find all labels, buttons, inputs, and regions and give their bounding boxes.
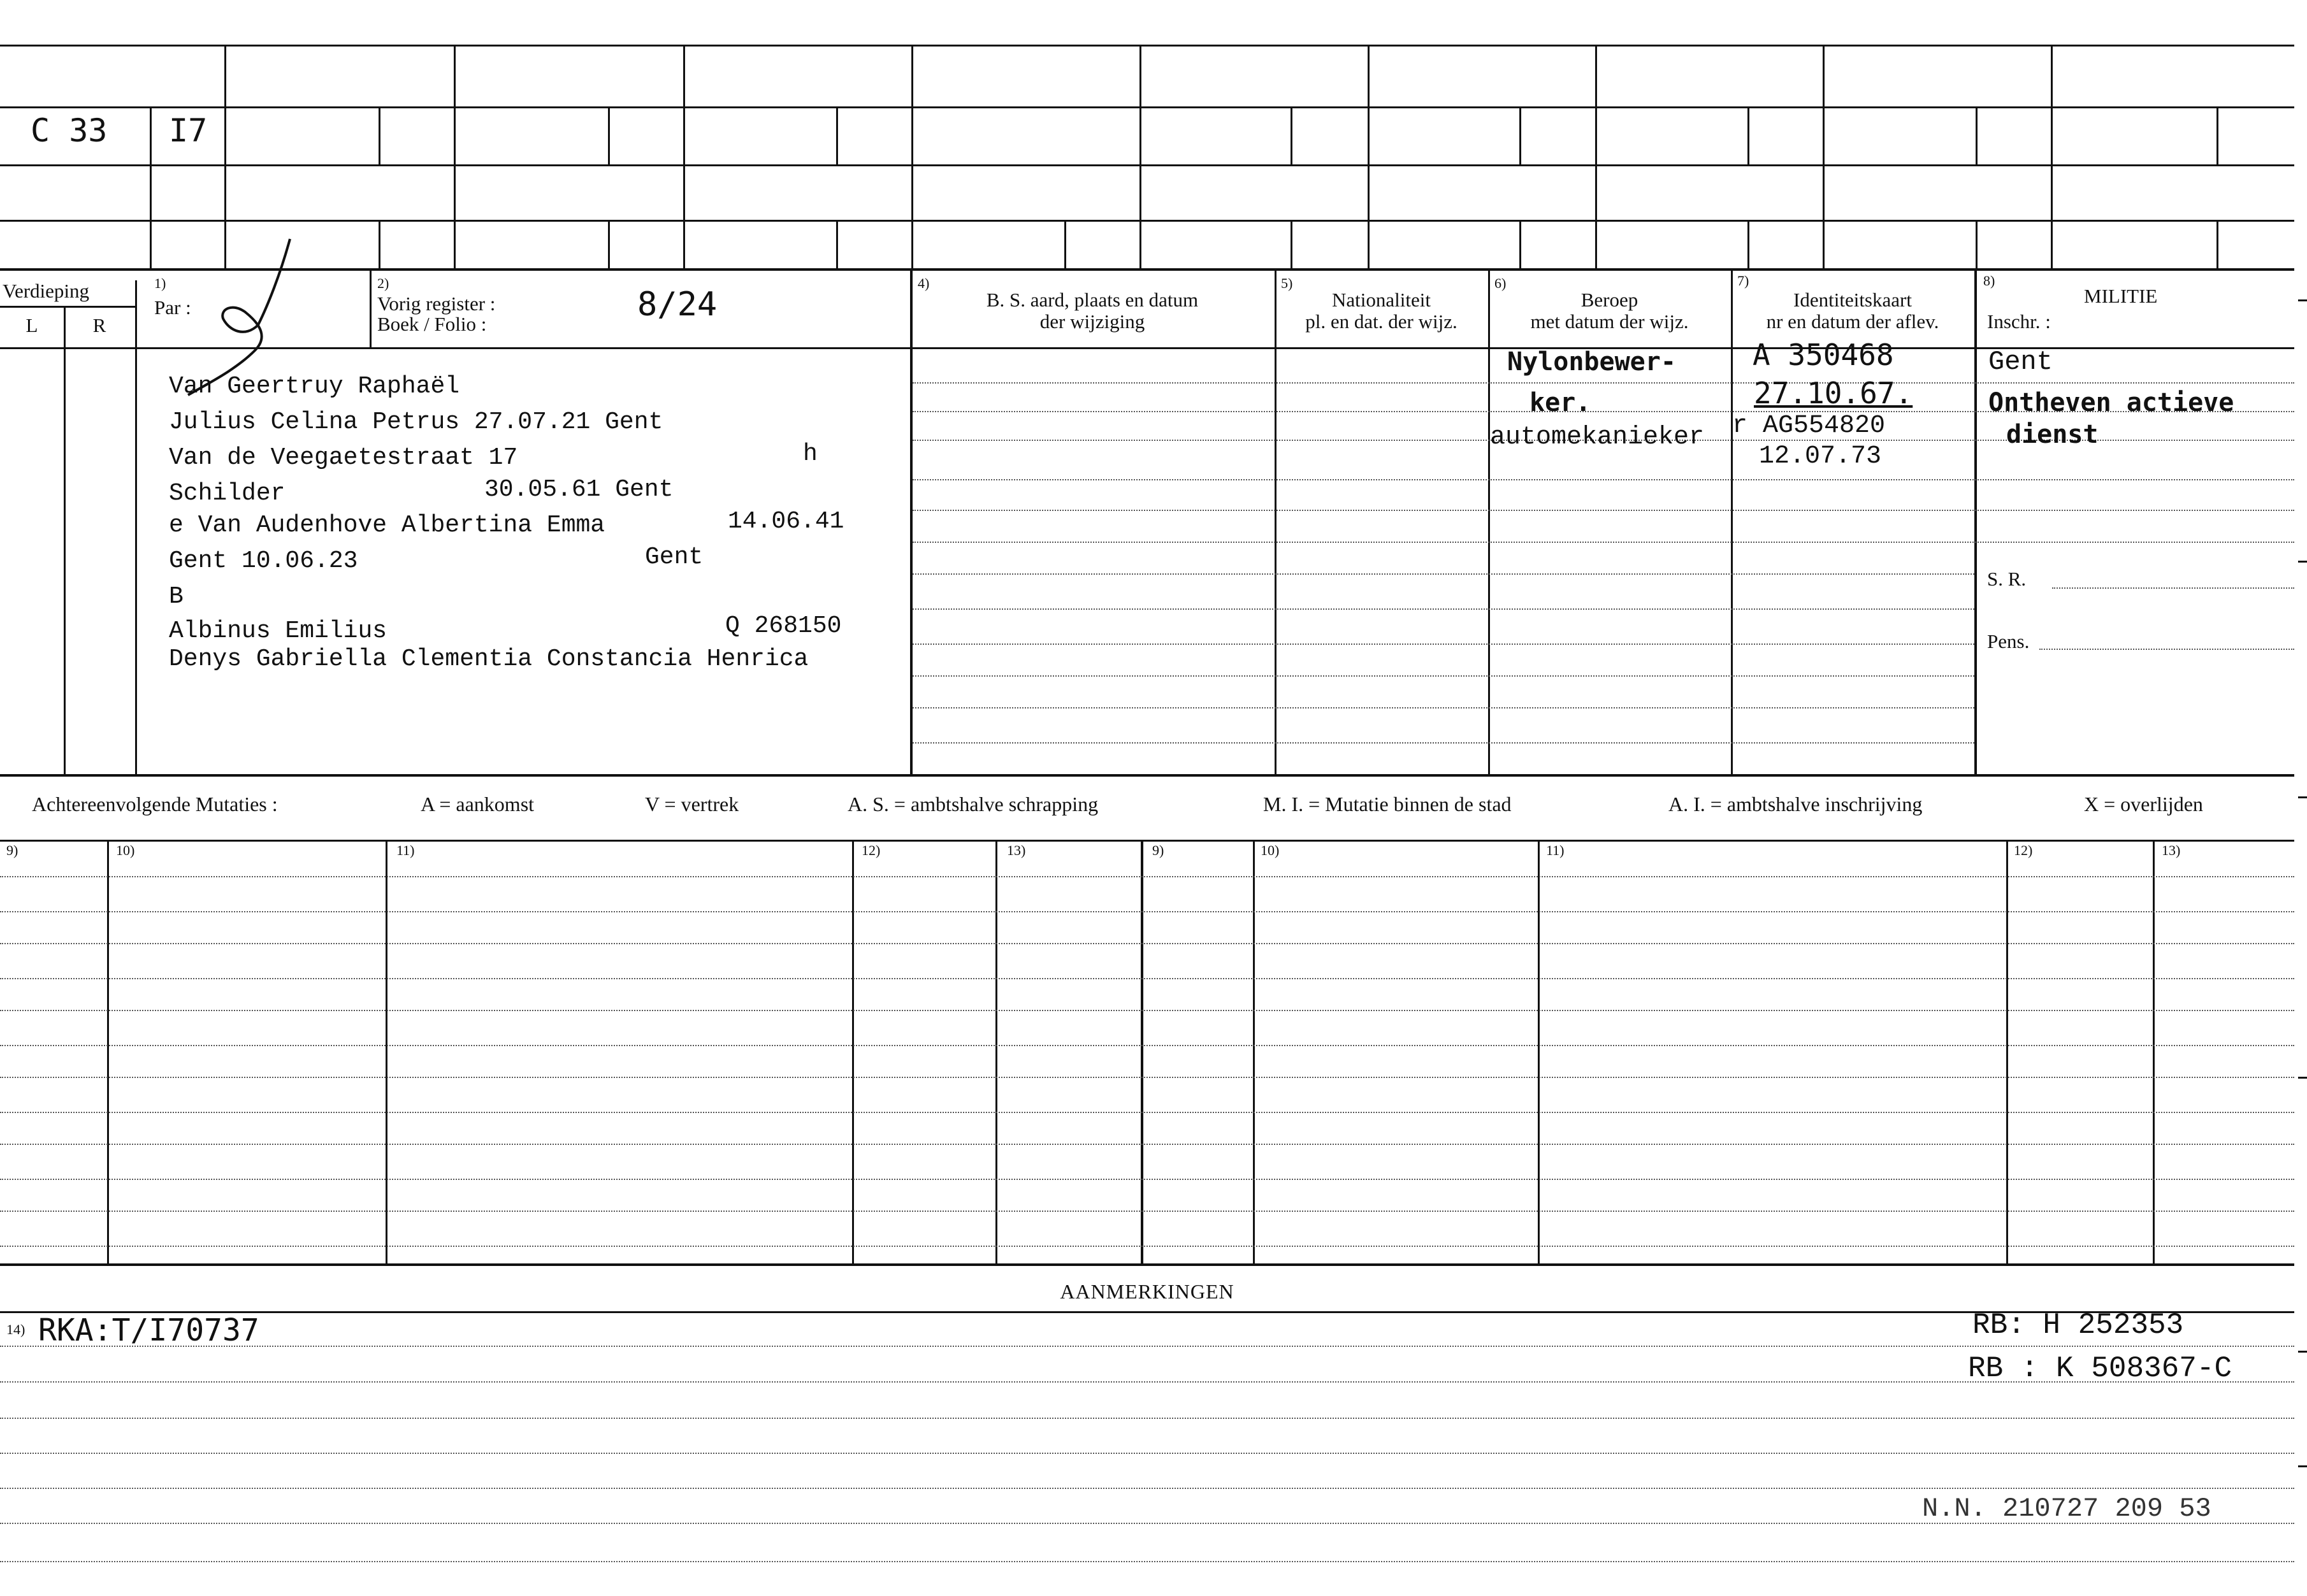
top-grid-line	[0, 220, 2294, 222]
ruled-line	[913, 510, 2294, 511]
grid-vline-short	[1976, 106, 1978, 164]
pens-label: Pens.	[1987, 630, 2030, 652]
person-line-6: Gent 10.06.23	[169, 547, 358, 575]
grid-vline-short	[1976, 220, 1978, 268]
mut-ruled-line	[0, 943, 2294, 944]
vline-bs	[910, 268, 913, 774]
mut-ruled-line	[0, 911, 2294, 912]
bs-number: 4)	[918, 275, 930, 291]
remark-line	[0, 1346, 2294, 1347]
ruled-line	[913, 643, 1974, 645]
person-line-1: Van Geertruy Raphaël	[169, 373, 460, 400]
mut-ruled-line	[0, 1077, 2294, 1078]
nat-number: 5)	[1281, 275, 1293, 291]
ruled-line	[913, 675, 1974, 677]
beroep-sublabel: met datum der wijz.	[1530, 310, 1689, 333]
grid-vline-short	[2217, 220, 2218, 268]
top-grid-line	[0, 106, 2294, 108]
mutation-x: X = overlijden	[2084, 793, 2203, 816]
person-date-2: 14.06.41	[728, 508, 844, 535]
grid-vline-short	[1519, 220, 1521, 268]
grid-vline-short	[1291, 220, 1292, 268]
mutation-table-bottom	[0, 1263, 2294, 1266]
remark-line	[0, 1418, 2294, 1419]
aanmerkingen-title: AANMERKINGEN	[1060, 1280, 1234, 1303]
mutation-mi: M. I. = Mutatie binnen de stad	[1263, 793, 1512, 816]
grid-vline	[1595, 45, 1597, 268]
ruled-line	[913, 479, 2294, 480]
edge-tick	[2298, 561, 2307, 563]
vorig-number: 2)	[377, 275, 389, 291]
remark-line	[0, 1561, 2294, 1562]
grid-vline-short	[836, 106, 838, 164]
verdieping-split	[0, 306, 135, 308]
beroep-value-2: ker.	[1530, 388, 1591, 417]
top-grid-line	[0, 164, 2294, 166]
person-line-9: Denys Gabriella Clementia Constancia Henrica	[169, 645, 809, 673]
mut-ruled-line	[0, 1246, 2294, 1247]
vorig-label: Vorig register :	[377, 292, 496, 315]
mut-col-12b: 12)	[2014, 842, 2033, 858]
nat-sublabel: pl. en dat. der wijz.	[1305, 310, 1457, 333]
militie-value-3: dienst	[2006, 420, 2099, 449]
grid-vline-short	[1747, 220, 1749, 268]
mut-col-9: 9)	[6, 842, 18, 858]
vline-militie	[1974, 268, 1977, 774]
bs-sublabel: der wijziging	[1039, 310, 1145, 333]
ruled-line	[913, 382, 2294, 384]
beroep-number: 6)	[1494, 275, 1507, 291]
inschr-label: Inschr. :	[1987, 310, 2051, 333]
mut-col-11b: 11)	[1546, 842, 1565, 858]
grid-vline	[1139, 45, 1141, 268]
militie-label: MILITIE	[2084, 285, 2158, 307]
mut-col-10: 10)	[116, 842, 135, 858]
rb-1: RB: H 252353	[1972, 1309, 2184, 1342]
beroep-value-1: Nylonbewer-	[1507, 347, 1676, 377]
header-top-border	[0, 268, 2294, 271]
mut-vline	[2006, 840, 2008, 1263]
sr-label: S. R.	[1987, 568, 2027, 590]
vline-par	[135, 280, 137, 774]
ruled-line	[913, 707, 1974, 708]
grid-vline-short	[1519, 106, 1521, 164]
mut-vline	[852, 840, 854, 1263]
sr-line	[2052, 587, 2294, 589]
ruled-line	[913, 542, 2294, 543]
mut-col-13: 13)	[1007, 842, 1026, 858]
nat-label: Nationaliteit	[1332, 289, 1431, 311]
ident-label: Identiteitskaart	[1793, 289, 1912, 311]
bs-label: B. S. aard, plaats en datum	[986, 289, 1199, 311]
edge-tick	[2298, 796, 2307, 798]
par-number: 1)	[154, 275, 166, 291]
militie-value-2: Ontheven actieve	[1988, 388, 2234, 417]
mutation-table-top	[0, 840, 2294, 842]
mut-vline	[107, 840, 109, 1263]
mutation-a: A = aankomst	[421, 793, 535, 816]
grid-vline	[224, 45, 226, 268]
grid-vline-short	[379, 106, 380, 164]
grid-vline	[454, 45, 456, 268]
person-q-number: Q 268150	[725, 612, 842, 640]
militie-value-1: Gent	[1988, 347, 2053, 377]
person-h: h	[803, 440, 818, 468]
ident-value-2: 27.10.67.	[1754, 376, 1913, 410]
rb-2: RB : K 508367-C	[1968, 1352, 2232, 1385]
mut-col-12: 12)	[862, 842, 881, 858]
grid-vline-short	[1747, 106, 1749, 164]
person-line-8: Albinus Emilius	[169, 617, 387, 645]
person-line-7: B	[169, 583, 184, 610]
mut-vline-center	[1141, 840, 1143, 1263]
mut-ruled-line	[0, 1179, 2294, 1180]
mut-col-10b: 10)	[1261, 842, 1280, 858]
mutation-v: V = vertrek	[645, 793, 739, 816]
mutation-ai: A. I. = ambtshalve inschrijving	[1668, 793, 1923, 816]
header-bottom-border	[0, 347, 2294, 349]
mut-ruled-line	[0, 1045, 2294, 1046]
grid-vline-short	[1064, 220, 1066, 268]
person-line-5: e Van Audenhove Albertina Emma	[169, 512, 605, 539]
grid-vline	[683, 45, 685, 268]
ident-number: 7)	[1737, 273, 1749, 289]
top-border	[0, 45, 2294, 47]
grid-vline	[911, 45, 913, 268]
mut-vline	[1253, 840, 1255, 1263]
edge-tick	[2298, 1077, 2307, 1079]
grid-vline-short	[1291, 106, 1292, 164]
grid-vline	[1368, 45, 1370, 268]
block-code: C 33	[31, 112, 108, 149]
mut-vline	[2153, 840, 2155, 1263]
grid-vline-short	[2217, 106, 2218, 164]
remark-line	[0, 1488, 2294, 1489]
mut-vline	[1538, 840, 1540, 1263]
ident-sublabel: nr en datum der aflev.	[1766, 310, 1939, 333]
lr-divider	[64, 306, 66, 774]
vline-beroep	[1488, 268, 1490, 774]
number-code: I7	[169, 112, 208, 149]
ruled-line	[913, 573, 1974, 575]
remark-line	[0, 1523, 2294, 1524]
grid-vline-short	[608, 220, 610, 268]
edge-tick	[2298, 299, 2307, 301]
mut-ruled-line	[0, 1144, 2294, 1145]
person-gent: Gent	[645, 543, 704, 571]
right-label: R	[92, 314, 106, 336]
mutations-title: Achtereenvolgende Mutaties :	[32, 793, 278, 816]
grid-vline	[1823, 45, 1825, 268]
grid-vline-short	[608, 106, 610, 164]
mut-ruled-line	[0, 1112, 2294, 1113]
left-label: L	[25, 314, 38, 336]
grid-vline	[2051, 45, 2053, 268]
ruled-line	[913, 742, 1974, 744]
national-number: N.N. 210727 209 53	[1922, 1493, 2211, 1524]
ruled-line	[913, 608, 1974, 610]
militie-number: 8)	[1983, 273, 1995, 289]
remark-line	[0, 1453, 2294, 1454]
verdieping-label: Verdieping	[3, 280, 90, 302]
aanmerkingen-number: 14)	[6, 1321, 25, 1337]
person-line-2: Julius Celina Petrus 27.07.21 Gent	[169, 408, 663, 436]
grid-vline-short	[379, 220, 380, 268]
edge-tick	[2298, 1465, 2307, 1467]
mut-ruled-line	[0, 876, 2294, 877]
ident-value-1: A 350468	[1753, 338, 1894, 372]
beroep-value-3: automekanieker	[1490, 423, 1705, 452]
person-line-4: Schilder	[169, 480, 286, 507]
vline-nat	[1275, 268, 1276, 774]
mut-ruled-line	[0, 1211, 2294, 1212]
mutation-as: A. S. = ambtshalve schrapping	[848, 793, 1099, 816]
person-date-1: 30.05.61 Gent	[484, 476, 674, 503]
mut-vline	[995, 840, 997, 1263]
pens-line	[2039, 649, 2294, 650]
mut-vline	[386, 840, 387, 1263]
person-line-3: Van de Veegaetestraat 17	[169, 444, 518, 471]
vorig-value: 8/24	[637, 285, 718, 324]
mut-ruled-line	[0, 978, 2294, 979]
vline-vorig	[370, 268, 372, 347]
beroep-label: Beroep	[1580, 289, 1638, 311]
grid-vline	[150, 106, 152, 268]
ident-value-4: 12.07.73	[1759, 442, 1882, 471]
mut-col-11: 11)	[396, 842, 415, 858]
remark-line	[0, 1381, 2294, 1383]
vline-ident	[1731, 268, 1733, 774]
mut-col-9b: 9)	[1152, 842, 1164, 858]
mut-ruled-line	[0, 1010, 2294, 1011]
body-bottom-border	[0, 774, 2294, 777]
ident-value-3: r AG554820	[1732, 412, 1886, 440]
edge-tick	[2298, 1351, 2307, 1353]
mut-col-13b: 13)	[2162, 842, 2181, 858]
par-label: Par :	[154, 296, 191, 319]
aanmerkingen-top	[0, 1311, 2294, 1313]
grid-vline-short	[836, 220, 838, 268]
rka-code: RKA:T/I70737	[38, 1312, 259, 1348]
boek-label: Boek / Folio :	[377, 313, 487, 335]
